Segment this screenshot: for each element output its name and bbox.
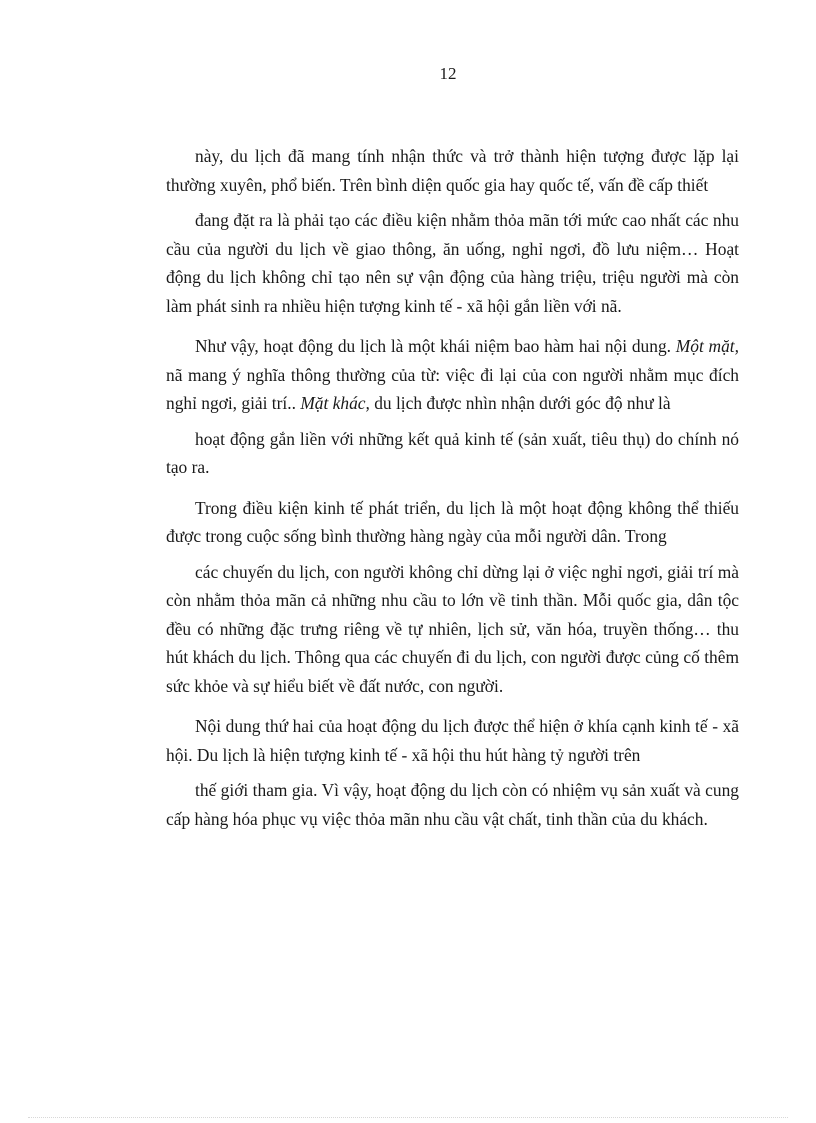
paragraph-8: thế giới tham gia. Vì vậy, hoạt động du lịch còn có nhiệm vụ sản xuất và cung cấp hàng hóa phục vụ việc thỏa mãn nhu cầu vật chất, tinh thần của du khách. (166, 780, 739, 829)
paragraph-3: Như vậy, hoạt động du lịch là một khái niệm bao hàm hai nội dung. Một mặt, nã mang ý nghĩa thông thường của từ: việc đi lại của con người nhằm mục đích nghỉ ngơi, giải trí.. Mặt khác, du lịch được nhìn nhận dưới góc độ như là (166, 336, 739, 413)
paragraph-1: này, du lịch đã mang tính nhận thức và trở thành hiện tượng được lặp lại thường xuyên, phổ biến. Trên bình diện quốc gia hay quốc tế, vấn đề cấp thiết (166, 146, 739, 195)
bottom-divider (28, 1117, 788, 1118)
paragraph-2: đang đặt ra là phải tạo các điều kiện nhằm thỏa mãn tới mức cao nhất các nhu cầu của người du lịch về giao thông, ăn uống, nghỉ ngơi, đồ lưu niệm… Hoạt động du lịch không chỉ tạo nên sự vận động của hàng triệu, triệu người mà còn làm phát sinh ra nhiều hiện tượng kinh tế - xã hội gắn liền với nã. (166, 210, 739, 316)
paragraph-5: Trong điều kiện kinh tế phát triển, du lịch là một hoạt động không thể thiếu được trong cuộc sống bình thường hàng ngày của mỗi người dân. Trong (166, 497, 739, 546)
body-text (166, 142, 739, 845)
page-number: 12 (439, 64, 457, 83)
paragraph-4: hoạt động gắn liền với những kết quả kinh tế (sản xuất, tiêu thụ) do chính nó tạo ra. (166, 428, 739, 477)
paragraph-6: các chuyến du lịch, con người không chỉ dừng lại ở việc nghỉ ngơi, giải trí mà còn nhằm thỏa mãn cả những nhu cầu to lớn về tinh thần. Mỗi quốc gia, dân tộc đều có những đặc trưng riêng về tự nhiên, lịch sử, văn hóa, truyền thống… thu hút khách du lịch. Thông qua các chuyến đi du lịch, con người được củng cố thêm sức khỏe và sự hiểu biết về đất nước, con người. (166, 561, 739, 696)
paragraph-7: Nội dung thứ hai của hoạt động du lịch được thể hiện ở khía cạnh kinh tế - xã hội. Du lịch là hiện tượng kinh tế - xã hội thu hút hàng tỷ người trên (166, 716, 739, 765)
